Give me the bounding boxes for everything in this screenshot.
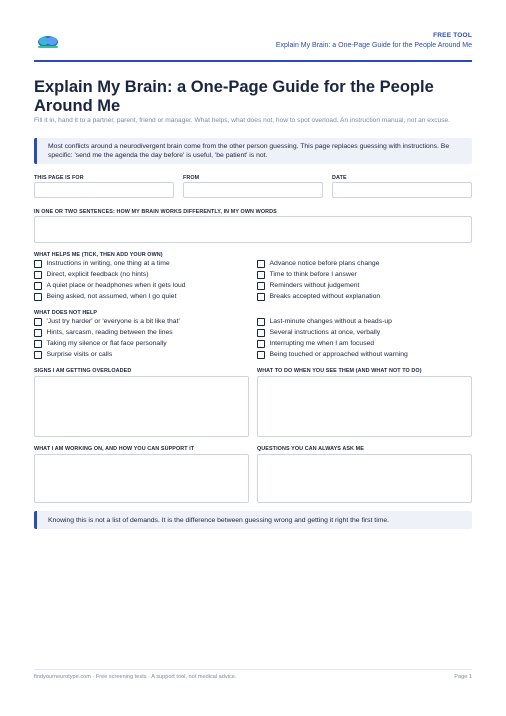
checkbox[interactable] bbox=[257, 351, 265, 359]
helps-item[interactable]: Instructions in writing, one thing at a time bbox=[34, 260, 170, 268]
checkbox[interactable] bbox=[34, 282, 42, 290]
not-help-item[interactable]: Last-minute changes without a heads-up bbox=[257, 318, 392, 326]
header-divider bbox=[34, 60, 472, 62]
not-help-heading: WHAT DOES NOT HELP bbox=[34, 310, 98, 316]
working-on-field[interactable] bbox=[34, 454, 249, 503]
checkbox[interactable] bbox=[34, 260, 42, 268]
free-tool-tag: FREE TOOL bbox=[433, 32, 472, 39]
from-label: FROM bbox=[183, 175, 200, 181]
checkbox[interactable] bbox=[34, 351, 42, 359]
date-label: DATE bbox=[332, 175, 347, 181]
helps-item[interactable]: Reminders without judgement bbox=[257, 282, 359, 290]
overload-field[interactable] bbox=[34, 376, 249, 437]
checkbox[interactable] bbox=[257, 271, 265, 279]
checkbox[interactable] bbox=[34, 318, 42, 326]
working-on-label: WHAT I AM WORKING ON, AND HOW YOU CAN SUPPORT IT bbox=[34, 446, 195, 452]
todo-label: WHAT TO DO WHEN YOU SEE THEM (AND WHAT NOT TO DO) bbox=[257, 368, 422, 374]
not-help-item[interactable]: Surprise visits or calls bbox=[34, 351, 112, 359]
not-help-item[interactable]: Being touched or approached without warning bbox=[257, 351, 408, 359]
date-field[interactable] bbox=[332, 182, 472, 198]
checkbox[interactable] bbox=[257, 329, 265, 337]
header-meta bbox=[276, 32, 472, 49]
from-field[interactable] bbox=[183, 182, 323, 198]
helps-item[interactable]: Breaks accepted without explanation bbox=[257, 293, 380, 301]
helps-item[interactable]: Direct, explicit feedback (no hints) bbox=[34, 271, 149, 279]
not-help-item[interactable]: Hints, sarcasm, reading between the lines bbox=[34, 329, 173, 337]
checkbox[interactable] bbox=[34, 271, 42, 279]
helps-heading: WHAT HELPS ME (TICK, THEN ADD YOUR OWN) bbox=[34, 252, 163, 258]
checkbox[interactable] bbox=[34, 340, 42, 348]
todo-field[interactable] bbox=[257, 376, 472, 437]
overload-label: SIGNS I AM GETTING OVERLOADED bbox=[34, 368, 132, 374]
footer-text: findyourneurotype.com · Free screening tests · A support tool, not medical advice. bbox=[34, 674, 237, 680]
callout-bottom: Knowing this is not a list of demands. It is the difference between guessing wrong and getting it right the first time. bbox=[34, 511, 472, 529]
intro-text: Fill it in, hand it to a partner, parent, friend or manager. What helps, what does not, how to spot overload. An instruction manual, not an excuse. bbox=[34, 117, 451, 124]
questions-label: QUESTIONS YOU CAN ALWAYS ASK ME bbox=[257, 446, 364, 452]
checkbox[interactable] bbox=[257, 293, 265, 301]
helps-item[interactable]: A quiet place or headphones when it gets loud bbox=[34, 282, 186, 290]
checkbox[interactable] bbox=[257, 318, 265, 326]
not-help-item[interactable]: Several instructions at once, verbally bbox=[257, 329, 380, 337]
footer-divider bbox=[34, 669, 472, 670]
checkbox[interactable] bbox=[34, 293, 42, 301]
for-field[interactable] bbox=[34, 182, 174, 198]
not-help-item[interactable]: Interrupting me when I am focused bbox=[257, 340, 374, 348]
summary-label: IN ONE OR TWO SENTENCES: HOW MY BRAIN WORKS DIFFERENTLY, IN MY OWN WORDS bbox=[34, 209, 277, 215]
helps-item[interactable]: Advance notice before plans change bbox=[257, 260, 379, 268]
checkbox[interactable] bbox=[34, 329, 42, 337]
questions-field[interactable] bbox=[257, 454, 472, 503]
summary-field[interactable] bbox=[34, 216, 472, 243]
page-title: Explain My Brain: a One-Page Guide for the People Around Me bbox=[34, 78, 434, 115]
page-number: Page 1 bbox=[454, 674, 472, 680]
checkbox[interactable] bbox=[257, 260, 265, 268]
not-help-item[interactable]: Taking my silence or flat face personally bbox=[34, 340, 167, 348]
helps-item[interactable]: Time to think before I answer bbox=[257, 271, 357, 279]
helps-item[interactable]: Being asked, not assumed, when I go quiet bbox=[34, 293, 176, 301]
not-help-item[interactable]: 'Just try harder' or 'everyone is a bit like that' bbox=[34, 318, 180, 326]
checkbox[interactable] bbox=[257, 340, 265, 348]
checkbox[interactable] bbox=[257, 282, 265, 290]
brain-logo-icon bbox=[34, 34, 62, 50]
callout-top: Most conflicts around a neurodivergent brain come from the other person guessing. This page replaces guessing with instructions. Be specific: 'send me the agenda the day before' is useful, 'be patient' is not. bbox=[34, 138, 472, 164]
header-subtitle: Explain My Brain: a One-Page Guide for the People Around Me bbox=[275, 42, 472, 49]
for-label: THIS PAGE IS FOR bbox=[34, 175, 84, 181]
